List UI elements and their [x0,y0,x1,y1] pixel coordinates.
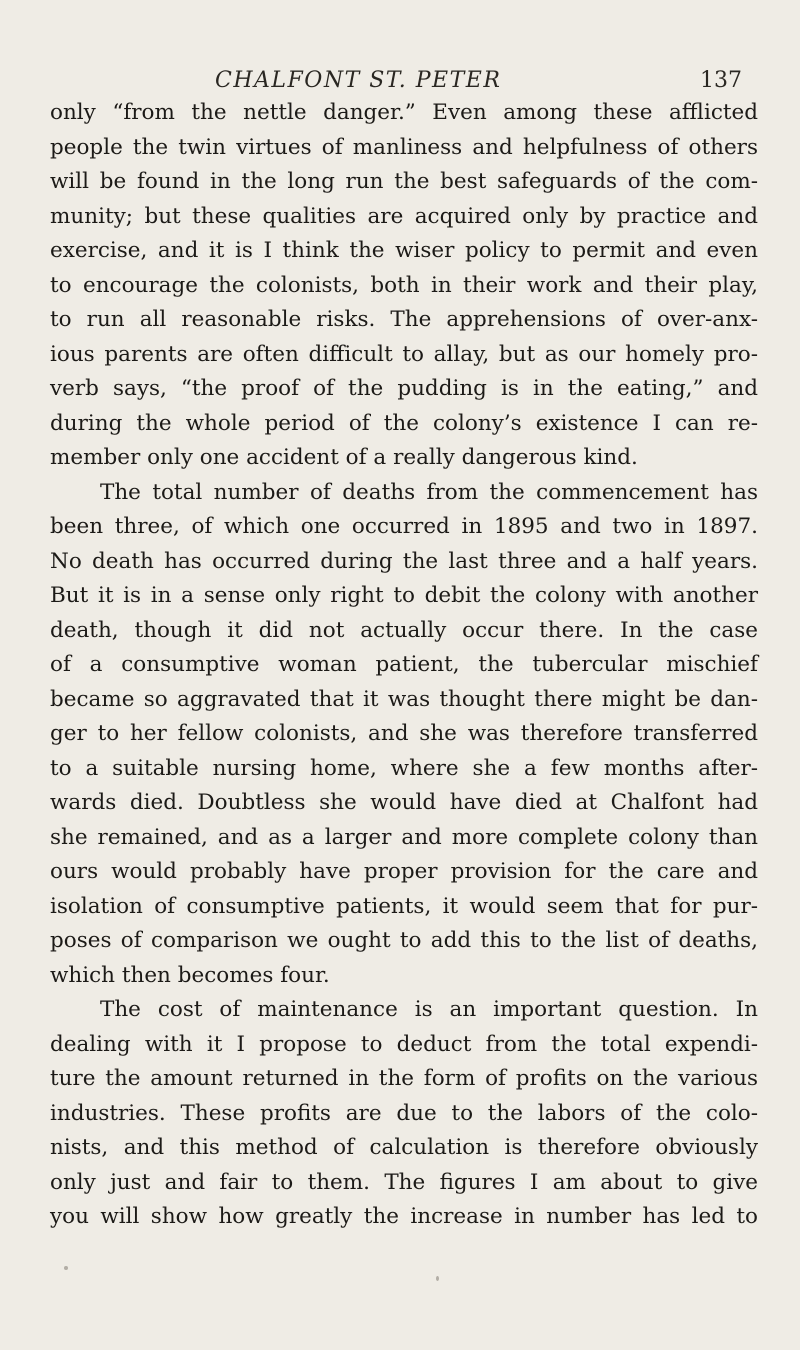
header-title: CHALFONT ST. PETER [215,68,502,93]
text-line: The total number of deaths from the commencement has [100,479,758,505]
text-line: isolation of consumptive patients, it would seem that for pur- [50,893,758,919]
body-text [50,96,758,1235]
text-line: she remained, and as a larger and more complete colony than [50,824,758,850]
running-head [0,68,800,98]
text-line: you will show how greatly the increase in number has led to [50,1204,758,1229]
text-line: wards died. Doubtless she would have died at Chalfont had [50,790,758,815]
text-line: ture the amount returned in the form of profits on the various [50,1066,758,1091]
text-line: of a consumptive woman patient, the tubercular mischief [50,652,758,677]
text-line: ger to her fellow colonists, and she was therefore transferred [50,721,758,746]
text-line: ours would probably have proper provision for the care and [50,859,758,884]
text-line: No death has occurred during the last three and a half years. [50,548,758,574]
text-line: munity; but these qualities are acquired only by practice and [50,203,758,229]
paper-speck [64,1266,68,1270]
text-line: will be found in the long run the best safeguards of the com- [50,169,758,194]
text-line: exercise, and it is I think the wiser policy to permit and even [50,238,758,263]
text-line: during the whole period of the colony’s existence I can re- [50,410,758,436]
text-line: The cost of maintenance is an important question. In [100,997,758,1022]
text-line: poses of comparison we ought to add this to the list of deaths, [50,928,758,953]
text-line: only “from the nettle danger.” Even among these afflicted [50,100,758,125]
text-line: people the twin virtues of manliness and helpfulness of others [50,134,758,160]
text-line: to a suitable nursing home, where she a few months after- [50,755,758,781]
text-line: been three, of which one occurred in 1895 and two in 1897. [50,514,758,539]
text-line: to encourage the colonists, both in their work and their play, [50,272,758,298]
text-line: became so aggravated that it was thought there might be dan- [50,686,758,712]
page-number: 137 [700,68,742,93]
text-line: industries. These profits are due to the labors of the colo- [50,1100,758,1126]
text-line: member only one accident of a really dangerous kind. [50,445,638,470]
text-line: dealing with it I propose to deduct from the total expendi- [50,1031,758,1057]
text-line: ious parents are often difficult to allay, but as our homely pro- [50,341,758,367]
text-line: which then becomes four. [50,962,330,988]
text-line: nists, and this method of calculation is therefore obviously [50,1135,758,1160]
text-line: But it is in a sense only right to debit the colony with another [50,583,758,608]
text-line: only just and fair to them. The figures I am about to give [50,1169,758,1195]
text-line: to run all reasonable risks. The apprehensions of over-anx- [50,307,758,332]
text-line: verb says, “the proof of the pudding is in the eating,” and [50,376,758,401]
paper-speck [436,1276,439,1281]
text-line: death, though it did not actually occur there. In the case [50,617,758,643]
